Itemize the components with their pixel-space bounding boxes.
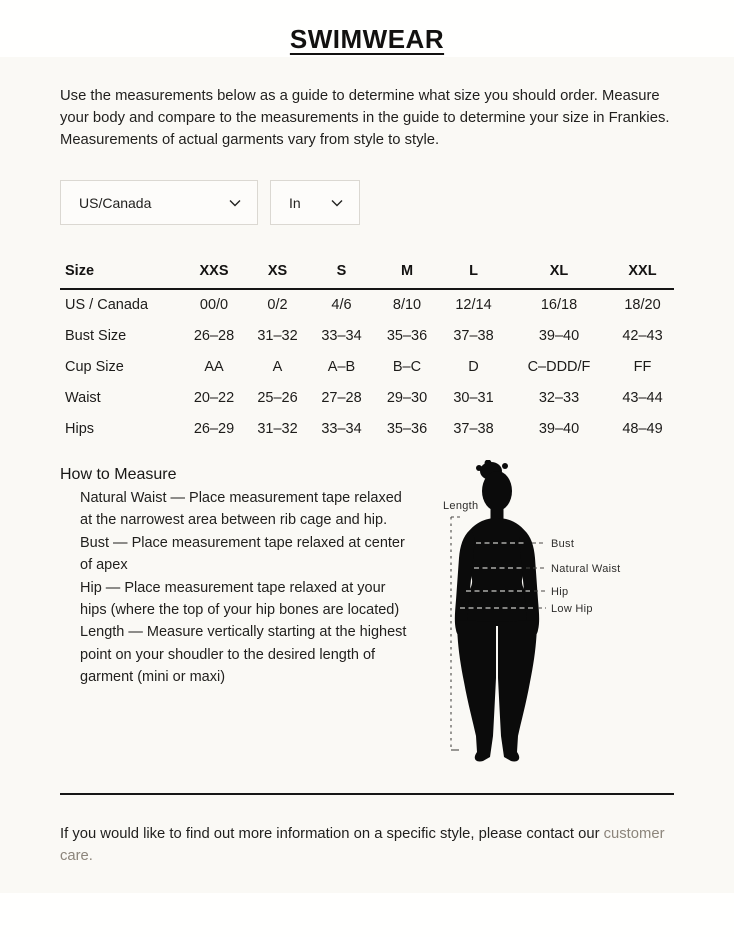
table-cell: 26–28 — [193, 327, 235, 344]
unit-select[interactable] — [270, 180, 360, 225]
length-label: Length — [443, 500, 479, 512]
region-select[interactable] — [60, 180, 258, 225]
size-chart-table — [60, 257, 674, 444]
table-cell: 30–31 — [453, 389, 494, 406]
table-cell: 33–34 — [321, 327, 362, 344]
table-row — [60, 413, 674, 444]
footer-text-period: . — [88, 848, 93, 864]
table-cell: C–DDD/F — [527, 358, 591, 375]
body-silhouette-diagram — [430, 460, 674, 780]
natural-waist-label: Natural Waist — [551, 563, 621, 575]
table-row — [60, 351, 674, 382]
row-label: Waist — [65, 389, 101, 406]
table-cell: 26–29 — [193, 420, 235, 437]
table-row — [60, 382, 674, 413]
title-band — [0, 0, 734, 57]
row-label: Bust Size — [65, 327, 127, 344]
column-header: XXS — [182, 257, 246, 289]
footer-text: If you would like to find out more information on a specific style, please contact our — [60, 826, 604, 842]
column-header: XS — [246, 257, 309, 289]
column-header: S — [309, 257, 374, 289]
measure-instruction: Natural Waist — Place measurement tape relaxed at the narrowest area between rib cage and hip. — [80, 490, 402, 529]
column-header: L — [440, 257, 507, 289]
region-select-value: US/Canada — [79, 194, 152, 211]
table-cell: 42–43 — [622, 327, 663, 344]
table-cell: A–B — [327, 358, 356, 375]
column-header: XXL — [611, 257, 674, 289]
table-cell: 37–38 — [453, 327, 494, 344]
table-cell: B–C — [392, 358, 422, 375]
table-cell: 48–49 — [622, 420, 663, 437]
row-label: Hips — [65, 420, 95, 437]
unit-select-value: In — [289, 194, 301, 211]
table-cell: 0/2 — [267, 297, 288, 313]
table-row — [60, 320, 674, 351]
column-header: XL — [507, 257, 611, 289]
table-cell: 29–30 — [386, 389, 428, 406]
table-cell: AA — [204, 358, 224, 375]
how-to-measure-section — [60, 466, 674, 785]
row-label: Cup Size — [65, 358, 124, 375]
customer-care-link[interactable]: customer care — [60, 826, 665, 864]
column-header: Size — [60, 257, 182, 289]
table-cell: 33–34 — [321, 420, 362, 437]
table-cell: 39–40 — [538, 327, 580, 344]
table-cell: 00/0 — [199, 297, 229, 313]
low-hip-label: Low Hip — [551, 603, 593, 615]
table-cell: 35–36 — [386, 420, 428, 437]
chevron-down-icon — [331, 199, 343, 207]
table-cell: 35–36 — [386, 327, 428, 344]
how-to-measure-text — [60, 466, 410, 785]
row-label: US / Canada — [65, 297, 149, 313]
footer-note — [60, 823, 676, 867]
table-cell: 16/18 — [540, 297, 578, 313]
table-cell: 25–26 — [257, 389, 298, 406]
chevron-down-icon — [229, 199, 241, 207]
column-header: M — [374, 257, 440, 289]
table-cell: 20–22 — [193, 389, 235, 406]
table-cell: FF — [633, 358, 652, 375]
size-guide-panel — [0, 57, 734, 893]
table-cell: 4/6 — [331, 297, 352, 313]
how-to-measure-heading: How to Measure — [60, 466, 177, 483]
measure-instruction: Hip — Place measurement tape relaxed at your hips (where the top of your hip bones are located) — [80, 579, 400, 619]
table-cell: 31–32 — [257, 420, 298, 437]
measure-instruction: Length — Measure vertically starting at the highest point on your shoudler to the desired length of garment (mini or maxi) — [80, 624, 407, 686]
table-cell: 43–44 — [622, 389, 663, 406]
measurement-figure — [430, 460, 674, 785]
hip-label: Hip — [551, 586, 569, 598]
table-cell: 12/14 — [455, 297, 492, 313]
table-cell: 39–40 — [538, 420, 580, 437]
table-header-row — [60, 257, 674, 289]
bust-label: Bust — [551, 538, 575, 550]
filters-row — [60, 180, 674, 225]
page-title: SWIMWEAR — [289, 24, 445, 54]
table-cell: 8/10 — [392, 297, 422, 313]
section-divider — [60, 793, 674, 795]
table-cell: 31–32 — [257, 327, 298, 344]
table-row — [60, 289, 674, 320]
table-cell: 32–33 — [538, 389, 580, 406]
table-cell: D — [468, 358, 479, 375]
measure-instruction: Bust — Place measurement tape relaxed at center of apex — [80, 534, 405, 574]
table-cell: 27–28 — [321, 389, 362, 406]
table-cell: A — [272, 358, 283, 375]
table-cell: 37–38 — [453, 420, 494, 437]
table-cell: 18/20 — [624, 297, 661, 313]
intro-paragraph: Use the measurements below as a guide to determine what size you should order. Measure your body and compare to the measurements in the guide to determine your size in Frankies. Measurements of actual garments vary from style to style. — [60, 88, 670, 148]
